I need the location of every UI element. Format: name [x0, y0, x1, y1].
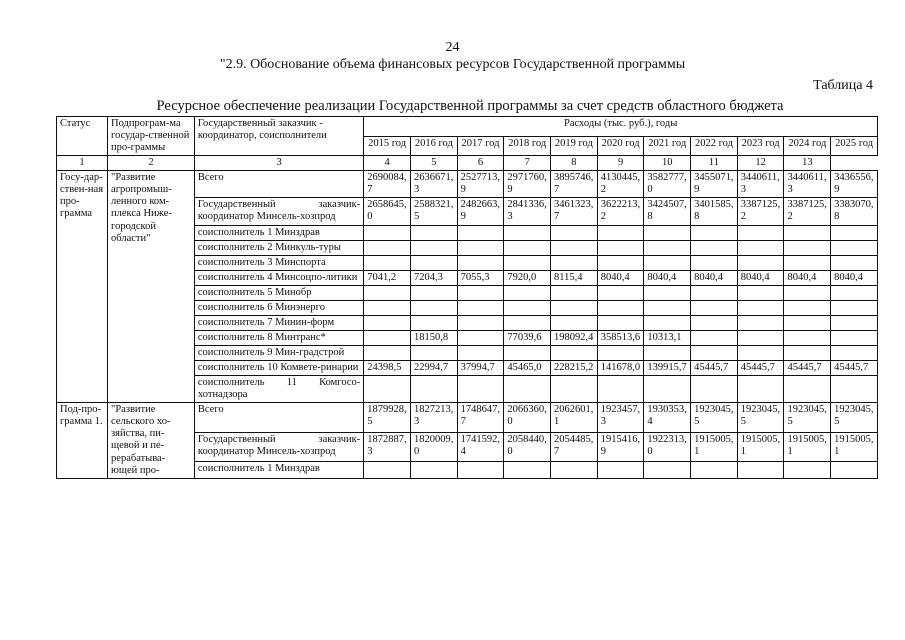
value-cell [737, 462, 784, 478]
executor-cell: соисполнитель 9 Мин-градстрой [194, 346, 363, 361]
value-cell: 1923457,3 [597, 403, 644, 432]
header-year: 2016 год [410, 136, 457, 156]
header-year: 2022 год [691, 136, 738, 156]
value-cell [410, 225, 457, 240]
value-cell: 3436556,9 [831, 171, 878, 198]
column-number: 12 [737, 156, 784, 171]
value-cell [737, 315, 784, 330]
table-row [57, 403, 878, 432]
executor-cell: соисполнитель 4 Минсоцпо-литики [194, 270, 363, 285]
value-cell [364, 346, 411, 361]
value-cell [364, 225, 411, 240]
value-cell [831, 376, 878, 403]
value-cell: 7920,0 [504, 270, 551, 285]
value-cell: 45445,7 [784, 361, 831, 376]
column-number: 7 [504, 156, 551, 171]
column-number: 5 [410, 156, 457, 171]
value-cell [364, 285, 411, 300]
column-number: 11 [691, 156, 738, 171]
value-cell [644, 255, 691, 270]
value-cell [504, 255, 551, 270]
header-year: 2025 год [831, 136, 878, 156]
value-cell [644, 225, 691, 240]
value-cell: 8040,4 [831, 270, 878, 285]
table-row [57, 171, 878, 198]
executor-cell: соисполнитель 7 Минин-форм [194, 315, 363, 330]
subprogram-cell: "Развитие агропромыш-ленного ком-плекса Ниже-городской области" [108, 171, 195, 403]
value-cell [364, 255, 411, 270]
value-cell: 2527713,9 [457, 171, 504, 198]
value-cell: 3440611,3 [784, 171, 831, 198]
value-cell: 45445,7 [831, 361, 878, 376]
value-cell: 7055,3 [457, 270, 504, 285]
value-cell [691, 330, 738, 345]
value-cell [551, 315, 598, 330]
value-cell [597, 315, 644, 330]
value-cell [410, 285, 457, 300]
value-cell: 139915,7 [644, 361, 691, 376]
value-cell: 1915005,1 [691, 432, 738, 461]
value-cell: 1922313,0 [644, 432, 691, 461]
value-cell: 2658645,0 [364, 198, 411, 225]
value-cell: 8040,4 [691, 270, 738, 285]
value-cell: 228215,2 [551, 361, 598, 376]
header-year: 2020 год [597, 136, 644, 156]
header-expenses: Расходы (тыс. руб.), годы [364, 117, 878, 137]
value-cell: 2841336,3 [504, 198, 551, 225]
executor-cell: соисполнитель 3 Минспорта [194, 255, 363, 270]
column-numbers-row [57, 156, 878, 171]
value-cell [784, 255, 831, 270]
value-cell: 2588321,5 [410, 198, 457, 225]
value-cell: 77039,6 [504, 330, 551, 345]
value-cell: 45445,7 [737, 361, 784, 376]
value-cell [831, 462, 878, 478]
header-year: 2021 год [644, 136, 691, 156]
executor-cell: соисполнитель 1 Минздрав [194, 225, 363, 240]
value-cell [644, 376, 691, 403]
value-cell [691, 285, 738, 300]
value-cell [691, 376, 738, 403]
value-cell [551, 300, 598, 315]
header-year: 2017 год [457, 136, 504, 156]
value-cell [784, 225, 831, 240]
value-cell: 3401585,8 [691, 198, 738, 225]
value-cell: 3383070,8 [831, 198, 878, 225]
value-cell [551, 285, 598, 300]
value-cell [551, 225, 598, 240]
value-cell [457, 462, 504, 478]
value-cell [784, 330, 831, 345]
value-cell [831, 225, 878, 240]
value-cell: 3387125,2 [784, 198, 831, 225]
value-cell [644, 240, 691, 255]
value-cell [737, 376, 784, 403]
value-cell [410, 315, 457, 330]
value-cell: 1923045,5 [737, 403, 784, 432]
executor-cell: Государственный заказчик-координатор Минсель-хозпрод [194, 198, 363, 225]
value-cell: 2058440,0 [504, 432, 551, 461]
executor-cell: Всего [194, 403, 363, 432]
value-cell: 1930353,4 [644, 403, 691, 432]
value-cell [737, 330, 784, 345]
value-cell [551, 240, 598, 255]
value-cell [597, 255, 644, 270]
executor-cell: соисполнитель 6 Минэнерго [194, 300, 363, 315]
column-number: 4 [364, 156, 411, 171]
value-cell: 3440611,3 [737, 171, 784, 198]
value-cell [504, 300, 551, 315]
table-header [57, 117, 878, 171]
value-cell: 3461323,7 [551, 198, 598, 225]
column-number: 8 [551, 156, 598, 171]
value-cell [457, 315, 504, 330]
value-cell: 18150,8 [410, 330, 457, 345]
value-cell: 37994,7 [457, 361, 504, 376]
value-cell [831, 315, 878, 330]
value-cell [644, 315, 691, 330]
value-cell: 2054485,7 [551, 432, 598, 461]
value-cell [597, 346, 644, 361]
value-cell [691, 225, 738, 240]
value-cell [737, 346, 784, 361]
table-body [57, 171, 878, 478]
value-cell [691, 462, 738, 478]
value-cell: 2971760,9 [504, 171, 551, 198]
value-cell [410, 240, 457, 255]
value-cell [551, 346, 598, 361]
executor-cell: соисполнитель 10 Комвете-ринарии [194, 361, 363, 376]
column-number: 13 [784, 156, 831, 171]
value-cell [504, 346, 551, 361]
value-cell: 1820009,0 [410, 432, 457, 461]
value-cell [737, 240, 784, 255]
value-cell: 3387125,2 [737, 198, 784, 225]
value-cell [597, 462, 644, 478]
value-cell: 1872887,3 [364, 432, 411, 461]
value-cell [504, 315, 551, 330]
value-cell [457, 225, 504, 240]
value-cell [551, 376, 598, 403]
value-cell [410, 346, 457, 361]
value-cell [410, 300, 457, 315]
value-cell [691, 255, 738, 270]
column-number: 6 [457, 156, 504, 171]
column-number: 9 [597, 156, 644, 171]
value-cell [784, 315, 831, 330]
value-cell [737, 285, 784, 300]
value-cell: 1748647,7 [457, 403, 504, 432]
value-cell [831, 285, 878, 300]
value-cell [644, 300, 691, 315]
value-cell [457, 376, 504, 403]
header-year: 2019 год [551, 136, 598, 156]
value-cell [691, 300, 738, 315]
value-cell [504, 462, 551, 478]
status-cell: Госу-дар-ствен-ная про-грамма [57, 171, 108, 403]
value-cell [831, 300, 878, 315]
header-year: 2023 год [737, 136, 784, 156]
value-cell: 8040,4 [784, 270, 831, 285]
value-cell [737, 225, 784, 240]
value-cell [504, 225, 551, 240]
value-cell [457, 300, 504, 315]
section-heading: "2.9. Обоснование объема финансовых ресурсов Государственной программы [219, 57, 686, 72]
executor-cell: соисполнитель 11 Комгосо-хотнадзора [194, 376, 363, 403]
value-cell: 7041,2 [364, 270, 411, 285]
value-cell [784, 300, 831, 315]
value-cell: 3622213,2 [597, 198, 644, 225]
page-number: 24 [445, 40, 460, 55]
value-cell [644, 285, 691, 300]
value-cell: 358513,6 [597, 330, 644, 345]
header-year: 2015 год [364, 136, 411, 156]
header-year: 2018 год [504, 136, 551, 156]
table-caption: Ресурсное обеспечение реализации Государственной программы за счет средств областного бюджета [156, 98, 784, 114]
value-cell [504, 285, 551, 300]
value-cell [457, 255, 504, 270]
value-cell: 24398,5 [364, 361, 411, 376]
column-number: 2 [108, 156, 195, 171]
column-number: 1 [57, 156, 108, 171]
executor-cell: соисполнитель 1 Минздрав [194, 462, 363, 478]
value-cell: 10313,1 [644, 330, 691, 345]
value-cell [737, 300, 784, 315]
value-cell: 1741592,4 [457, 432, 504, 461]
value-cell: 1915416,9 [597, 432, 644, 461]
value-cell: 3424507,8 [644, 198, 691, 225]
value-cell [457, 330, 504, 345]
value-cell: 1923045,5 [784, 403, 831, 432]
value-cell [410, 462, 457, 478]
executor-cell: соисполнитель 2 Минкуль-туры [194, 240, 363, 255]
value-cell [784, 285, 831, 300]
value-cell [644, 462, 691, 478]
status-cell: Под-про-грамма 1. [57, 403, 108, 478]
value-cell: 1827213,3 [410, 403, 457, 432]
resource-table [56, 116, 878, 479]
value-cell: 141678,0 [597, 361, 644, 376]
value-cell: 8040,4 [597, 270, 644, 285]
value-cell [457, 240, 504, 255]
column-number: 3 [194, 156, 363, 171]
subprogram-cell: "Развитие сельского хо-зяйства, пи-щевой и пе-рерабатыва-ющей про- [108, 403, 195, 478]
table-number: Таблица 4 [813, 78, 873, 93]
value-cell: 22994,7 [410, 361, 457, 376]
value-cell [551, 462, 598, 478]
value-cell [644, 346, 691, 361]
value-cell: 45465,0 [504, 361, 551, 376]
value-cell [504, 376, 551, 403]
value-cell [597, 240, 644, 255]
header-year: 2024 год [784, 136, 831, 156]
value-cell: 8040,4 [644, 270, 691, 285]
value-cell: 1923045,5 [831, 403, 878, 432]
value-cell: 2062601,1 [551, 403, 598, 432]
value-cell [831, 330, 878, 345]
value-cell: 2066360,0 [504, 403, 551, 432]
value-cell [364, 315, 411, 330]
value-cell [691, 346, 738, 361]
value-cell [364, 330, 411, 345]
value-cell: 198092,4 [551, 330, 598, 345]
value-cell: 8040,4 [737, 270, 784, 285]
value-cell [831, 346, 878, 361]
header-subprogram: Подпрограм-ма государ-ственной про-граммы [108, 117, 195, 156]
value-cell [784, 462, 831, 478]
value-cell [737, 255, 784, 270]
value-cell: 1915005,1 [831, 432, 878, 461]
value-cell: 8115,4 [551, 270, 598, 285]
value-cell [691, 240, 738, 255]
executor-cell: Государственный заказчик-координатор Минсель-хозпрод [194, 432, 363, 461]
value-cell [831, 240, 878, 255]
value-cell: 1915005,1 [784, 432, 831, 461]
value-cell: 45445,7 [691, 361, 738, 376]
executor-cell: соисполнитель 8 Минтранс* [194, 330, 363, 345]
value-cell [410, 255, 457, 270]
value-cell [410, 376, 457, 403]
column-number: 10 [644, 156, 691, 171]
value-cell: 2690084,7 [364, 171, 411, 198]
value-cell: 1879928,5 [364, 403, 411, 432]
value-cell [551, 255, 598, 270]
value-cell [457, 346, 504, 361]
value-cell: 1915005,1 [737, 432, 784, 461]
value-cell [784, 346, 831, 361]
value-cell [364, 462, 411, 478]
value-cell: 1923045,5 [691, 403, 738, 432]
header-customer: Государственный заказчик - координатор, соисполнители [194, 117, 363, 156]
value-cell: 7204,3 [410, 270, 457, 285]
value-cell [784, 240, 831, 255]
value-cell [831, 255, 878, 270]
value-cell: 2636671,3 [410, 171, 457, 198]
value-cell [364, 300, 411, 315]
value-cell: 3455071,9 [691, 171, 738, 198]
value-cell [597, 225, 644, 240]
value-cell [364, 240, 411, 255]
header-status: Статус [57, 117, 108, 156]
value-cell [597, 285, 644, 300]
value-cell: 3582777,0 [644, 171, 691, 198]
value-cell [597, 300, 644, 315]
value-cell: 4130445,2 [597, 171, 644, 198]
executor-cell: соисполнитель 5 Минобр [194, 285, 363, 300]
value-cell [691, 315, 738, 330]
value-cell [784, 376, 831, 403]
value-cell: 3895746,7 [551, 171, 598, 198]
value-cell [597, 376, 644, 403]
value-cell [457, 285, 504, 300]
executor-cell: Всего [194, 171, 363, 198]
value-cell [364, 376, 411, 403]
value-cell: 2482663,9 [457, 198, 504, 225]
value-cell [504, 240, 551, 255]
